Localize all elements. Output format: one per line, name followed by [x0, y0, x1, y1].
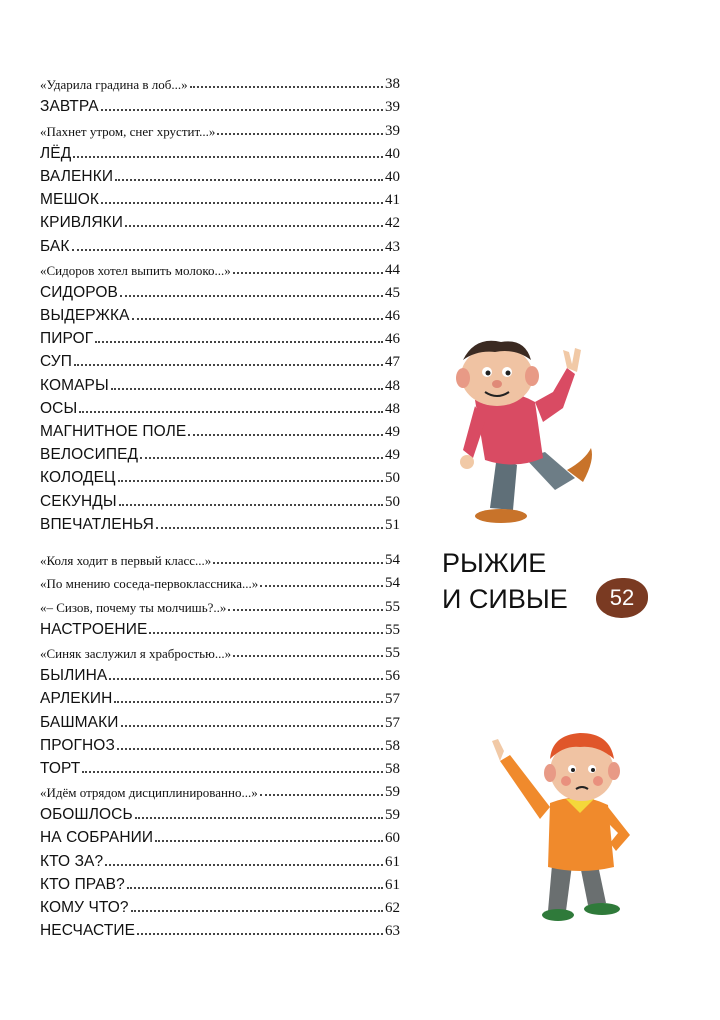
dot-leader	[73, 156, 383, 158]
dot-leader	[117, 748, 383, 750]
toc-entry-page-number: 61	[385, 876, 400, 893]
toc-entry-title: КРИВЛЯКИ	[40, 214, 124, 232]
toc-entry	[40, 592, 400, 615]
toc-entry-title: СУП	[40, 353, 72, 371]
toc-entry	[40, 232, 400, 255]
dot-leader	[82, 771, 383, 773]
toc-entry-page-number: 55	[385, 644, 400, 661]
toc-entry	[40, 371, 400, 394]
dot-leader	[131, 910, 383, 912]
dot-leader	[105, 864, 383, 866]
toc-entry-page-number: 38	[385, 76, 400, 93]
toc-entry	[40, 778, 400, 801]
toc-entry-page-number: 49	[385, 447, 400, 464]
dot-leader	[101, 202, 383, 204]
dot-leader	[111, 388, 383, 390]
toc-entry-page-number: 46	[385, 308, 400, 325]
toc-entry-title: КТО ПРАВ?	[40, 875, 125, 893]
toc-entry	[40, 917, 400, 940]
toc-entry	[40, 708, 400, 731]
section-heading	[442, 545, 568, 617]
toc-entry-page-number: 40	[385, 145, 400, 162]
toc-entry	[40, 441, 400, 464]
toc-entry-page-number: 57	[385, 714, 400, 731]
dot-leader	[115, 179, 383, 181]
dot-leader	[155, 840, 383, 842]
toc-entry-title: ОБОШЛОСЬ	[40, 806, 133, 824]
toc-entry	[40, 894, 400, 917]
toc-entry	[40, 824, 400, 847]
dot-leader	[188, 434, 383, 436]
toc-entry	[40, 302, 400, 325]
toc-entry	[40, 569, 400, 592]
toc-entry	[40, 487, 400, 510]
toc-entry-page-number: 51	[385, 516, 400, 533]
toc-entry-page-number: 56	[385, 668, 400, 685]
toc-entry-page-number: 45	[385, 284, 400, 301]
dot-leader	[118, 480, 383, 482]
section-page-badge: 52	[596, 578, 648, 618]
toc-entry-title: «Коля ходит в первый класс...»	[40, 553, 212, 569]
toc-entry	[40, 546, 400, 569]
dot-leader	[72, 249, 384, 251]
toc-entry	[40, 395, 400, 418]
toc-entry	[40, 732, 400, 755]
boy-waving-illustration	[435, 330, 605, 530]
dot-leader	[190, 86, 383, 88]
toc-list-part-1	[40, 70, 400, 534]
toc-entry-page-number: 60	[385, 830, 400, 847]
toc-entry-title: ОСЫ	[40, 399, 78, 417]
toc-entry-page-number: 50	[385, 493, 400, 510]
toc-entry-title: АРЛЕКИН	[40, 690, 113, 708]
toc-entry	[40, 616, 400, 639]
toc-entry-title: ПИРОГ	[40, 330, 94, 348]
dot-leader	[233, 272, 383, 274]
toc-entry-title: МЕШОК	[40, 191, 100, 209]
section-title-line-2: И СИВЫЕ	[442, 584, 568, 614]
dot-leader	[260, 585, 383, 587]
dot-leader	[127, 887, 383, 889]
dot-leader	[74, 364, 383, 366]
toc-entry-page-number: 54	[385, 575, 400, 592]
boy-pointing-illustration	[480, 715, 650, 925]
dot-leader	[132, 318, 383, 320]
dot-leader	[135, 817, 383, 819]
toc-entry-title: НЕСЧАСТИЕ	[40, 922, 136, 940]
dot-leader	[109, 678, 383, 680]
toc-entry-page-number: 44	[385, 261, 400, 278]
toc-entry-title: «Пахнет утром, снег хрустит...»	[40, 123, 216, 139]
toc-entry-page-number: 59	[385, 807, 400, 824]
dot-leader	[137, 933, 383, 935]
toc-entry-page-number: 59	[385, 784, 400, 801]
toc-entry	[40, 755, 400, 778]
dot-leader	[125, 225, 383, 227]
toc-entry	[40, 163, 400, 186]
dot-leader	[95, 341, 383, 343]
toc-entry-title: «По мнению соседа-первоклассника...»	[40, 576, 259, 592]
dot-leader	[121, 725, 384, 727]
toc-entry	[40, 186, 400, 209]
toc-entry-title: НАСТРОЕНИЕ	[40, 620, 148, 638]
toc-entry	[40, 70, 400, 93]
toc-entry-page-number: 55	[385, 621, 400, 638]
toc-entry-title: КТО ЗА?	[40, 852, 104, 870]
toc-entry	[40, 464, 400, 487]
toc-entry	[40, 116, 400, 139]
toc-entry-page-number: 48	[385, 377, 400, 394]
toc-entry-page-number: 39	[385, 99, 400, 116]
toc-entry	[40, 685, 400, 708]
toc-entry-page-number: 57	[385, 691, 400, 708]
dot-leader	[140, 457, 383, 459]
toc-entry-title: ТОРТ	[40, 759, 81, 777]
dot-leader	[217, 133, 383, 135]
toc-entry-page-number: 47	[385, 354, 400, 371]
toc-entry	[40, 256, 400, 279]
dot-leader	[228, 609, 383, 611]
toc-entry-title: КОМУ ЧТО?	[40, 899, 129, 916]
dot-leader	[213, 562, 383, 564]
toc-entry-title: ВЫДЕРЖКА	[40, 307, 130, 325]
toc-entry	[40, 871, 400, 894]
toc-list-part-2	[40, 546, 400, 940]
toc-entry-page-number: 48	[385, 400, 400, 417]
dot-leader	[156, 527, 383, 529]
toc-entry-title: МАГНИТНОЕ ПОЛЕ	[40, 423, 187, 440]
toc-entry-page-number: 41	[385, 192, 400, 209]
toc-entry-page-number: 62	[385, 900, 400, 916]
toc-entry	[40, 639, 400, 662]
toc-entry-page-number: 58	[385, 737, 400, 754]
dot-leader	[114, 701, 383, 703]
toc-entry-title: ВАЛЕНКИ	[40, 167, 114, 185]
toc-entry-title: ЗАВТРА	[40, 98, 99, 116]
toc-entry-title: КОМАРЫ	[40, 376, 109, 394]
dot-leader	[120, 295, 383, 297]
section-title-line-1: РЫЖИЕ	[442, 548, 547, 578]
toc-entry	[40, 418, 400, 441]
dot-leader	[233, 655, 383, 657]
toc-entry-page-number: 43	[385, 238, 400, 255]
toc-entry-title: СЕКУНДЫ	[40, 492, 117, 510]
toc-entry-title: «Ударила градина в лоб...»	[40, 77, 188, 93]
toc-entry-page-number: 49	[385, 424, 400, 440]
dot-leader	[119, 504, 383, 506]
toc-entry-title: БАШМАКИ	[40, 713, 119, 731]
toc-entry-page-number: 50	[385, 470, 400, 487]
toc-entry-title: ВЕЛОСИПЕД	[40, 446, 139, 464]
toc-entry	[40, 511, 400, 534]
toc-entry	[40, 348, 400, 371]
toc-entry-page-number: 63	[385, 923, 400, 940]
toc-entry-page-number: 55	[385, 598, 400, 615]
dot-leader	[149, 632, 383, 634]
toc-entry-title: «– Сизов, почему ты молчишь?..»	[40, 599, 227, 615]
toc-entry	[40, 93, 400, 116]
toc-entry-title: «Синяк заслужил я храбростью...»	[40, 645, 232, 661]
dot-leader	[260, 794, 383, 796]
toc-entry-title: СИДОРОВ	[40, 283, 118, 301]
toc-entry	[40, 847, 400, 870]
toc-entry-page-number: 39	[385, 122, 400, 139]
toc-entry-title: БЫЛИНА	[40, 667, 108, 685]
toc-entry-page-number: 46	[385, 331, 400, 348]
toc-entry-title: ПРОГНОЗ	[40, 736, 115, 754]
toc-entry	[40, 325, 400, 348]
toc-entry-page-number: 40	[385, 168, 400, 185]
dot-leader	[79, 411, 383, 413]
toc-entry-title: «Идём отрядом дисциплинированно...»	[40, 785, 258, 801]
toc-entry	[40, 801, 400, 824]
dot-leader	[101, 109, 383, 111]
toc-entry-page-number: 54	[385, 552, 400, 569]
toc-entry	[40, 662, 400, 685]
toc-entry-page-number: 58	[385, 760, 400, 777]
toc-entry	[40, 279, 400, 302]
toc-entry-title: «Сидоров хотел выпить молоко...»	[40, 262, 231, 278]
toc-entry-title: ВПЕЧАТЛЕНЬЯ	[40, 515, 154, 533]
toc-entry-page-number: 61	[385, 853, 400, 870]
toc-entry-title: ЛЁД	[40, 144, 72, 162]
toc-entry-title: БАК	[40, 237, 70, 255]
toc-entry	[40, 209, 400, 232]
toc-entry-title: КОЛОДЕЦ	[40, 469, 116, 487]
toc-entry	[40, 140, 400, 163]
toc-entry-page-number: 42	[385, 215, 400, 232]
toc-entry-title: НА СОБРАНИИ	[40, 829, 154, 847]
